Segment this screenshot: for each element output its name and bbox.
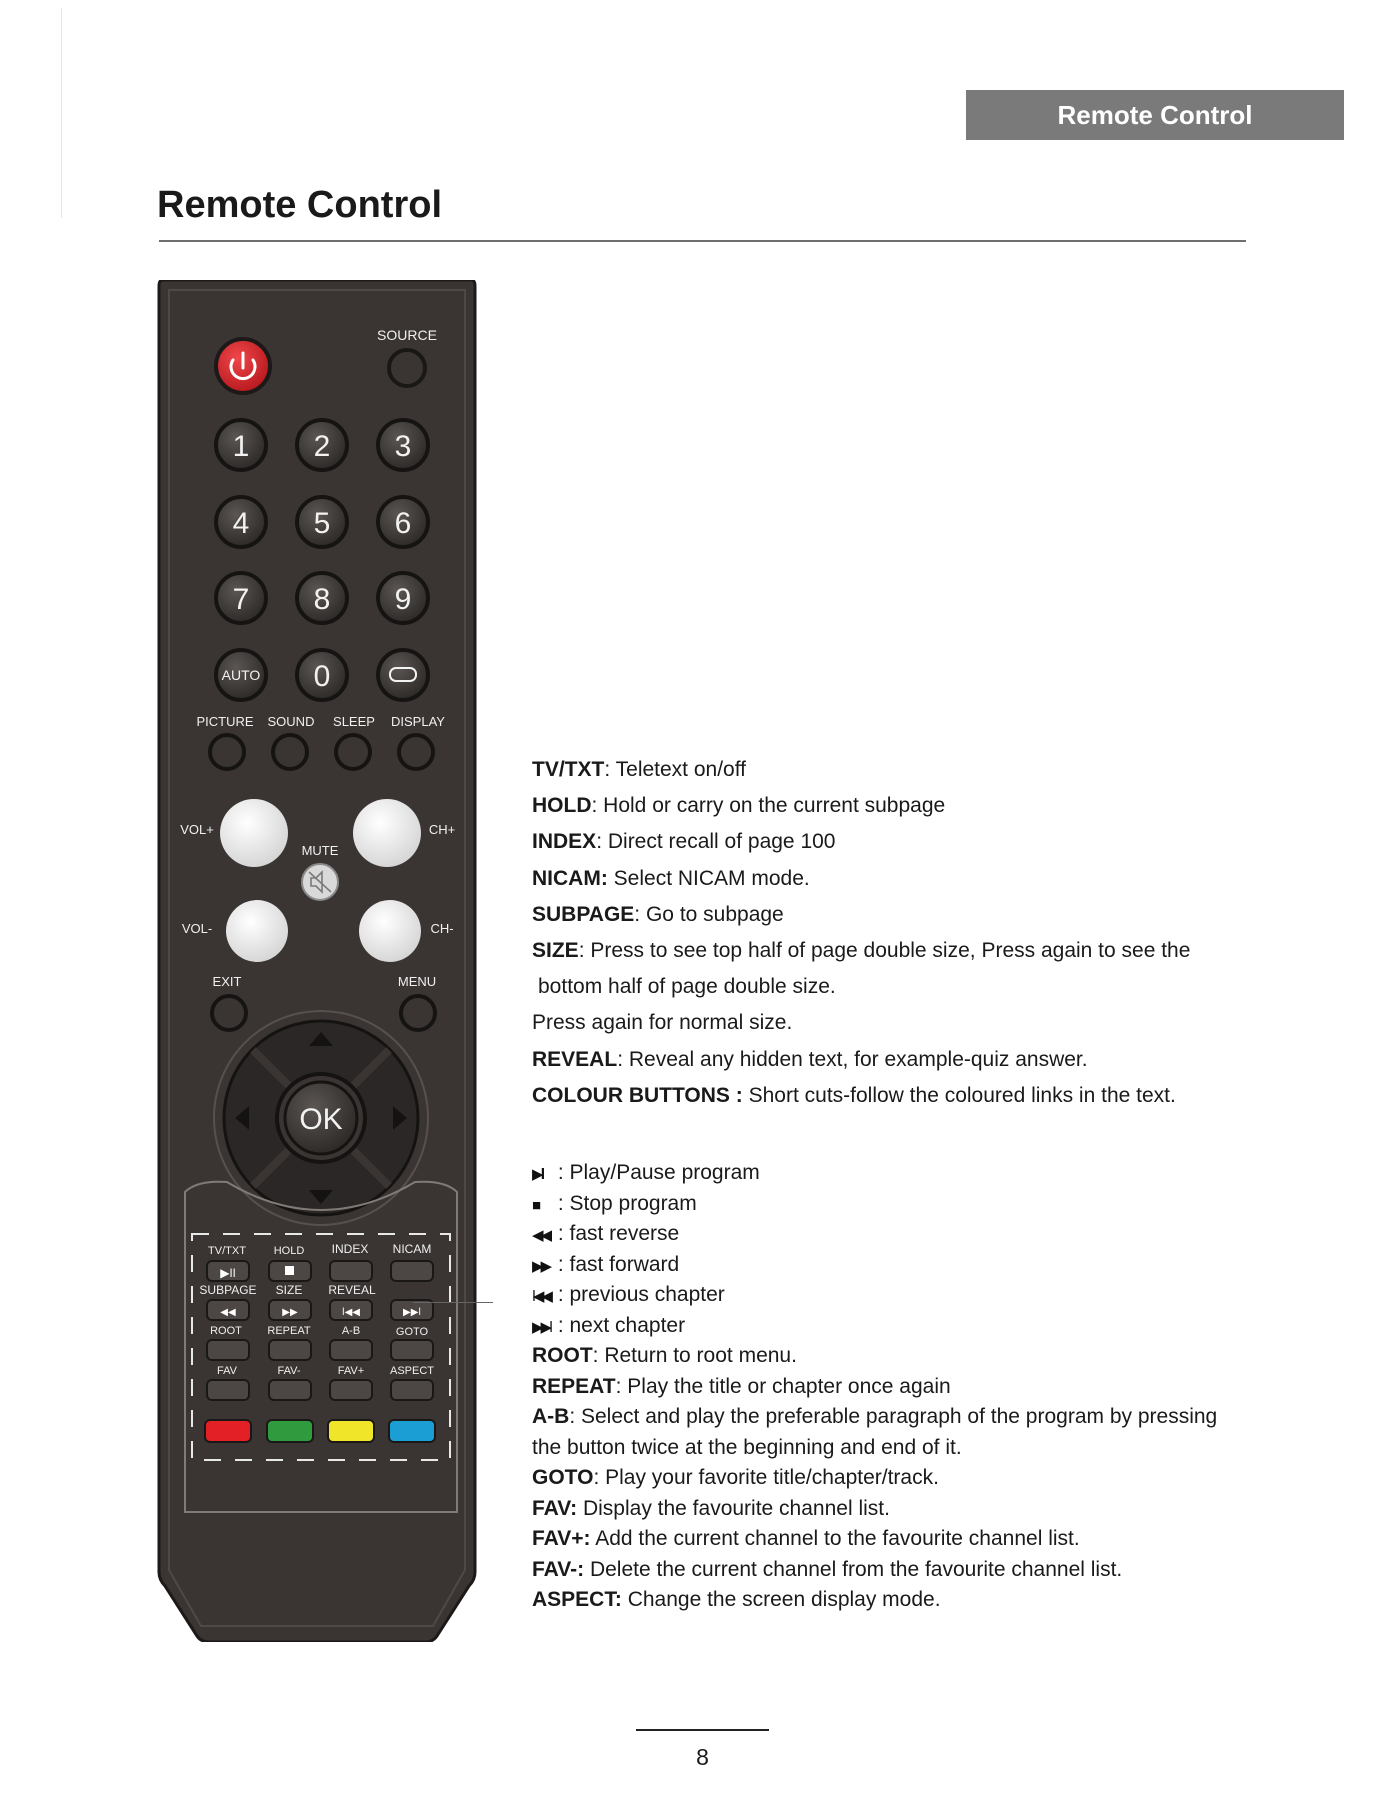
desc-term: ASPECT: (532, 1588, 622, 1611)
play-pause-icon: ▶ǀǀ (220, 1266, 236, 1280)
mute-label: MUTE (301, 843, 339, 858)
vol-minus-label: VOL- (181, 921, 213, 936)
desc-text: Delete the current channel from the favourite channel list. (584, 1557, 1123, 1581)
desc-term: GOTO (532, 1466, 594, 1489)
source-button[interactable] (389, 350, 425, 386)
desc-text: : Press to see top half of page double size, Press again to see the (578, 938, 1191, 962)
previous-chapter-icon: ǀ◀◀ (342, 1307, 360, 1318)
index-button[interactable] (330, 1261, 372, 1281)
vol-plus-label: VOL+ (180, 822, 214, 837)
desc-term: INDEX (532, 830, 597, 854)
desc-line (532, 969, 1190, 1005)
desc-text: : Direct recall of page 100 (596, 830, 836, 854)
fast-forward-icon: ▶▶ (532, 1257, 550, 1275)
desc-text: : fast forward (552, 1252, 680, 1276)
desc-line (532, 1189, 1217, 1220)
desc-term: ROOT (532, 1344, 593, 1367)
desc-text: Select NICAM mode. (607, 866, 810, 890)
key-label: NICAM (392, 1242, 432, 1256)
desc-line (532, 1341, 1217, 1372)
desc-text: Add the current channel to the favourite channel list. (590, 1527, 1080, 1550)
desc-line (532, 1311, 1217, 1342)
key-label: FAV (217, 1365, 237, 1377)
digit-label: 0 (313, 660, 331, 693)
desc-line (532, 897, 1190, 933)
desc-text: Change the screen display mode. (621, 1588, 941, 1611)
key-label: REVEAL (328, 1283, 376, 1297)
desc-line (532, 1042, 1190, 1078)
sound-button[interactable] (273, 735, 307, 769)
sound-label: SOUND (267, 714, 315, 729)
desc-term: HOLD (532, 794, 592, 818)
desc-text: : Play your favorite title/chapter/track. (593, 1466, 939, 1489)
callout-line (413, 1302, 493, 1303)
desc-line (532, 752, 1190, 788)
desc-line (532, 1494, 1217, 1525)
digit-label: 2 (313, 430, 331, 463)
digit-label: 7 (232, 583, 250, 616)
desc-term: SUBPAGE (532, 902, 635, 926)
key-label: REPEAT (267, 1325, 311, 1337)
digit-label: 4 (232, 507, 250, 540)
desc-text: : Return to root menu. (592, 1344, 797, 1367)
digit-label: 1 (232, 430, 250, 463)
desc-term: REVEAL (532, 1047, 618, 1071)
display-label: DISPLAY (391, 714, 445, 729)
key-label: A-B (341, 1325, 361, 1337)
picture-button[interactable] (210, 735, 244, 769)
vol-plus-button[interactable] (220, 799, 288, 867)
ok-label: OK (299, 1103, 343, 1136)
digit-label: 5 (313, 507, 331, 540)
play-pause-icon: ▶ǀǀ (532, 1166, 543, 1183)
desc-line (532, 1372, 1217, 1403)
page-number: 8 (696, 1744, 709, 1770)
display-button[interactable] (399, 735, 433, 769)
desc-term: NICAM: (532, 866, 608, 890)
page-margin-line (61, 8, 62, 218)
desc-line (532, 933, 1190, 969)
desc-text: : fast reverse (552, 1222, 680, 1245)
page-number-rule (636, 1729, 769, 1731)
teletext-descriptions (532, 752, 1190, 1114)
desc-text: Short cuts-follow the coloured links in the text. (742, 1083, 1176, 1107)
red-colour-button[interactable] (205, 1420, 251, 1442)
stop-icon (285, 1266, 294, 1275)
desc-term: FAV: (532, 1496, 578, 1520)
blue-colour-button[interactable] (389, 1420, 435, 1442)
desc-text: : Play the title or chapter once again (615, 1374, 951, 1398)
desc-term: SIZE (532, 938, 579, 962)
desc-text: : next chapter (552, 1313, 686, 1337)
next-chapter-icon: ▶▶ǀ (532, 1318, 550, 1336)
desc-line (532, 1078, 1190, 1114)
key-label: TV/TXT (208, 1245, 246, 1257)
desc-line (532, 1250, 1217, 1281)
key-label: FAV+ (337, 1365, 365, 1377)
aspect-button[interactable] (391, 1380, 433, 1400)
desc-text: : Hold or carry on the current subpage (591, 794, 946, 818)
next-chapter-icon: ▶▶ǀ (403, 1307, 421, 1318)
desc-line (532, 861, 1190, 897)
desc-term: REPEAT (532, 1374, 616, 1398)
desc-text: : Play/Pause program (552, 1161, 760, 1184)
desc-text: the button twice at the beginning and end of it. (532, 1435, 962, 1459)
desc-line (532, 1005, 1190, 1041)
vol-minus-button[interactable] (226, 900, 288, 962)
ch-plus-button[interactable] (353, 799, 421, 867)
fav-plus-button[interactable] (330, 1380, 372, 1400)
desc-text: : Stop program (552, 1191, 697, 1215)
key-label: SIZE (275, 1283, 303, 1297)
desc-line (532, 1524, 1217, 1555)
key-label: INDEX (331, 1242, 369, 1256)
goto-button[interactable] (391, 1340, 433, 1360)
section-header-tab: Remote Control (966, 90, 1344, 140)
menu-button[interactable] (401, 996, 435, 1030)
auto-label: AUTO (221, 667, 261, 683)
ch-plus-label: CH+ (428, 822, 456, 837)
recall-button[interactable] (378, 650, 428, 700)
digit-label: 9 (394, 583, 412, 616)
desc-line (532, 824, 1190, 860)
yellow-colour-button[interactable] (328, 1420, 374, 1442)
fast-reverse-icon: ◀◀ (220, 1307, 236, 1318)
fav-minus-button[interactable] (269, 1380, 311, 1400)
digit-label: 8 (313, 583, 331, 616)
page-title: Remote Control (157, 184, 442, 226)
desc-term: TV/TXT (532, 758, 605, 781)
desc-line (532, 1585, 1217, 1616)
stop-icon: ■ (532, 1196, 539, 1214)
key-label: GOTO (395, 1326, 429, 1338)
sleep-label: SLEEP (333, 714, 375, 729)
repeat-button[interactable] (269, 1340, 311, 1360)
desc-line (532, 1555, 1217, 1586)
desc-line (532, 1219, 1217, 1250)
ch-minus-button[interactable] (359, 900, 421, 962)
menu-label: MENU (397, 974, 437, 989)
desc-text: : Teletext on/off (604, 758, 747, 781)
picture-label: PICTURE (196, 714, 254, 729)
desc-term: FAV+: (532, 1527, 591, 1550)
fast-forward-icon: ▶▶ (282, 1307, 298, 1318)
desc-text: : Reveal any hidden text, for example-quiz answer. (617, 1047, 1088, 1071)
remote-control-illustration (157, 280, 477, 1642)
remote-control-svg (157, 280, 477, 1642)
a-b-button[interactable] (330, 1340, 372, 1360)
desc-term: FAV-: (532, 1557, 585, 1581)
desc-text: bottom half of page double size. (538, 975, 836, 999)
key-label: SUBPAGE (199, 1283, 257, 1297)
desc-text: : Select and play the preferable paragraph of the program by pressing (569, 1405, 1218, 1428)
title-rule (159, 240, 1246, 242)
exit-button[interactable] (212, 996, 246, 1030)
desc-line (532, 1463, 1217, 1494)
desc-text: : previous chapter (552, 1283, 725, 1306)
desc-line (532, 1433, 1217, 1464)
key-label: FAV- (277, 1365, 301, 1377)
previous-chapter-icon: ǀ◀◀ (532, 1288, 550, 1305)
exit-label: EXIT (212, 974, 242, 989)
green-colour-button[interactable] (267, 1420, 313, 1442)
desc-line (532, 1280, 1217, 1311)
root-button[interactable] (207, 1340, 249, 1360)
desc-term: A-B (532, 1405, 570, 1428)
desc-text: Press again for normal size. (532, 1011, 793, 1035)
source-label: SOURCE (377, 327, 437, 343)
key-label: ROOT (210, 1325, 242, 1337)
desc-term: COLOUR BUTTONS : (532, 1083, 743, 1107)
fav-button[interactable] (207, 1380, 249, 1400)
digit-label: 3 (394, 430, 412, 463)
desc-line (532, 788, 1190, 824)
key-label: HOLD (273, 1245, 305, 1257)
sleep-button[interactable] (336, 735, 370, 769)
desc-line (532, 1158, 1217, 1189)
desc-text: Display the favourite channel list. (577, 1496, 890, 1520)
key-label: ASPECT (389, 1365, 435, 1377)
digit-label: 6 (394, 507, 412, 540)
nicam-button[interactable] (391, 1261, 433, 1281)
playback-descriptions (532, 1158, 1217, 1616)
desc-line (532, 1402, 1217, 1433)
desc-text: : Go to subpage (634, 902, 784, 926)
ch-minus-label: CH- (430, 921, 454, 936)
fast-reverse-icon: ◀◀ (532, 1227, 550, 1244)
